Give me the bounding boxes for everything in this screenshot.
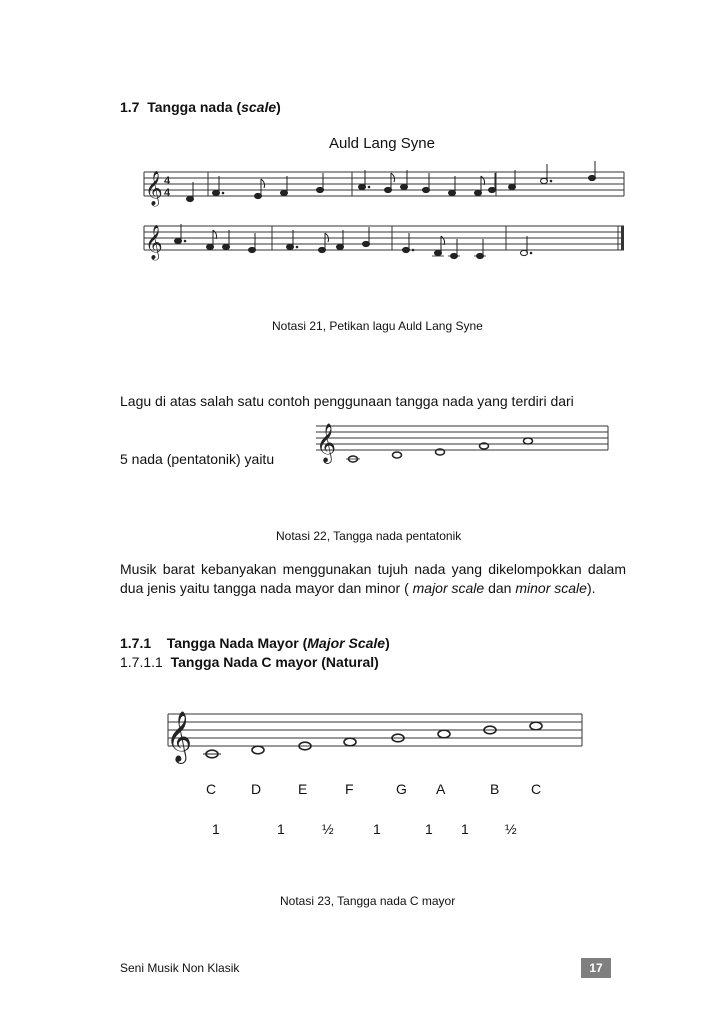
paragraph2 [120, 560, 626, 598]
interval: 1 [373, 821, 381, 837]
interval: 1 [425, 821, 433, 837]
c-major-score [160, 696, 590, 766]
subsection-title-suffix: ) [385, 635, 390, 651]
svg-text:𝄞: 𝄞 [316, 424, 337, 462]
figure23-caption: Notasi 23, Tangga nada C mayor [280, 894, 456, 908]
time-sig-top: 4 [164, 175, 171, 187]
subsubsection-heading [120, 654, 379, 670]
section-number: 1.7 [120, 99, 140, 115]
time-sig-bottom: 4 [164, 187, 171, 199]
subsubsection-title: Tangga Nada C mayor (Natural) [170, 654, 379, 670]
interval: ½ [505, 821, 517, 837]
note-name: C [531, 781, 542, 797]
note-name: A [436, 781, 446, 797]
paragraph2-part1: Musik barat kebanyakan menggunakan tujuh nada yang dikelompokkan dalam dua jenis yaitu tangga nada mayor dan minor ( [120, 561, 626, 596]
section-title-prefix: Tangga nada ( [147, 99, 242, 115]
note-name: D [251, 781, 262, 797]
section-title-italic: scale [241, 99, 277, 115]
note-name: G [396, 781, 407, 797]
interval: 1 [461, 821, 469, 837]
interval: 1 [277, 821, 285, 837]
subsection-number: 1.7.1 [120, 635, 152, 651]
svg-text:𝄞: 𝄞 [145, 226, 163, 259]
song-title: Auld Lang Syne [329, 135, 435, 152]
subsection-title-italic: Major Scale [307, 635, 386, 651]
page-number-badge: 17 [581, 958, 611, 978]
auld-lang-syne-score [140, 160, 630, 270]
svg-text:𝄞: 𝄞 [166, 712, 193, 761]
svg-text:𝄞: 𝄞 [145, 172, 163, 205]
subsection-heading [120, 635, 390, 651]
subsection-title-prefix: Tangga Nada Mayor ( [166, 635, 308, 651]
section-heading [120, 99, 281, 115]
paragraph1-line2: 5 nada (pentatonik) yaitu [120, 451, 275, 467]
paragraph1-line1: Lagu di atas salah satu contoh penggunaan tangga nada yang terdiri dari [120, 393, 574, 409]
note-name: C [206, 781, 217, 797]
section-title-suffix: ) [276, 99, 281, 115]
note-name: F [345, 781, 354, 797]
figure22-caption: Notasi 22, Tangga nada pentatonik [276, 529, 462, 543]
paragraph2-part3: ). [586, 580, 596, 596]
pentatonic-score [310, 412, 610, 468]
subsubsection-number: 1.7.1.1 [120, 654, 163, 670]
note-name: E [298, 781, 308, 797]
paragraph2-italic2: minor scale [515, 580, 587, 596]
note-name: B [490, 781, 500, 797]
paragraph2-part2: dan [484, 580, 516, 596]
interval: 1 [212, 821, 220, 837]
footer-book-title: Seni Musik Non Klasik [120, 961, 240, 975]
paragraph2-italic1: major scale [412, 580, 485, 596]
interval: ½ [322, 821, 334, 837]
figure21-caption: Notasi 21, Petikan lagu Auld Lang Syne [272, 319, 483, 333]
